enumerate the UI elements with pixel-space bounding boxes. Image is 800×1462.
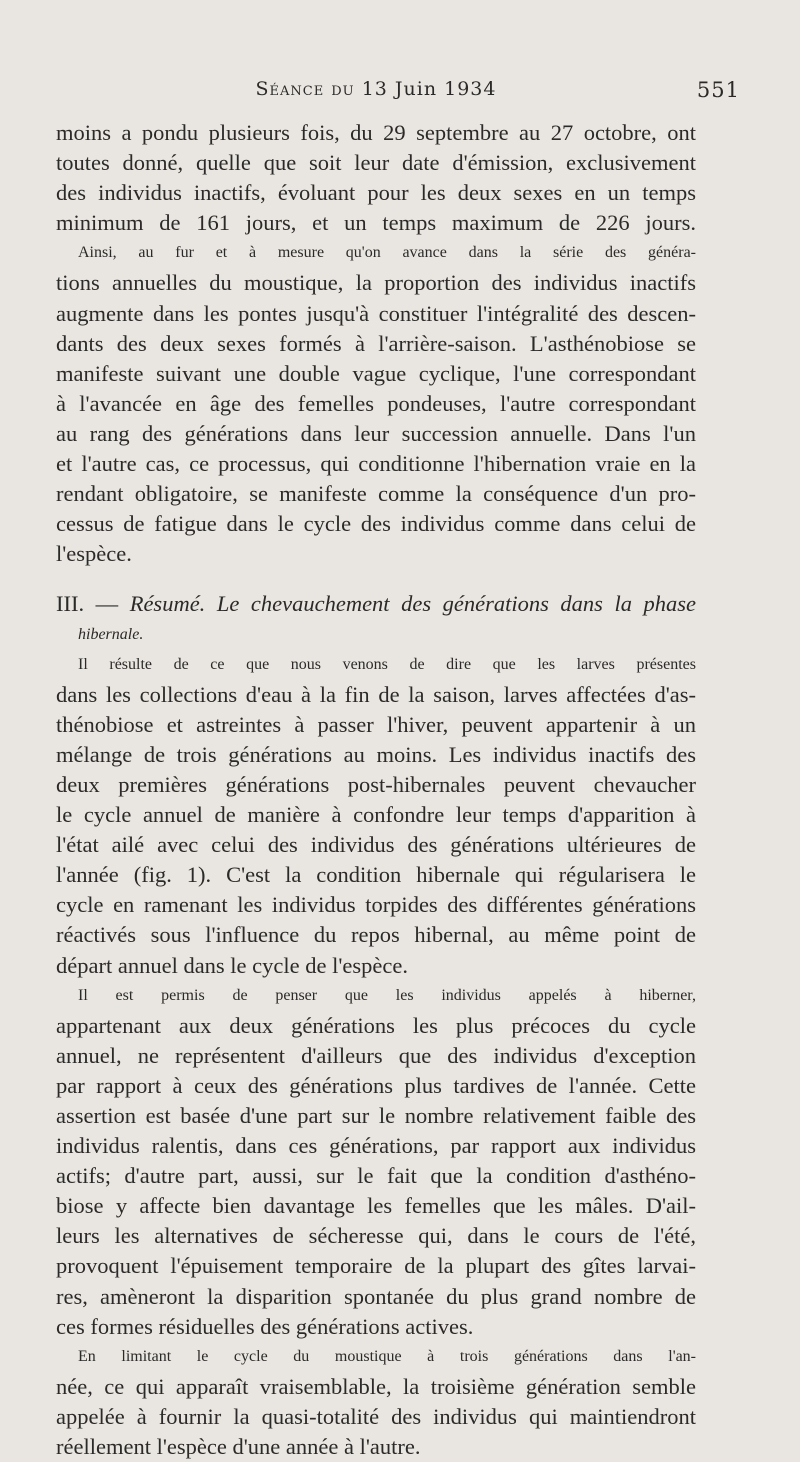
section-spacer <box>56 569 696 589</box>
page-number: 551 <box>696 78 740 102</box>
text-line: des individus inactifs, évoluant pour les deux sexes en un temps <box>56 180 696 206</box>
text-line: leurs les alternatives de sécheresse qui, dans le cours de l'été, <box>56 1223 696 1249</box>
section-heading-line <box>56 589 696 619</box>
paragraph <box>56 650 696 981</box>
text-line: deux premières générations post-hibernales peuvent chevaucher <box>56 771 696 797</box>
text-line: appelée à fournir la quasi-totalité des individus qui maintiendront <box>56 1403 696 1429</box>
text-line: Il résulte de ce que nous venons de dire que les larves présentes <box>78 655 696 673</box>
text-line: annuel, ne représentent d'ailleurs que des individus d'exception <box>56 1042 696 1068</box>
text-line: toutes donné, quelle que soit leur date d'émission, exclusivement <box>56 150 696 176</box>
text-line: réactivés sous l'influence du repos hibernal, au même point de <box>56 922 696 948</box>
text-line: provoquent l'épuisement temporaire de la plupart des gîtes larvai- <box>56 1253 696 1279</box>
paragraph <box>56 118 696 238</box>
running-title <box>56 78 696 100</box>
text-line: au rang des générations dans leur succession annuelle. Dans l'un <box>56 420 696 446</box>
text-line: Il est permis de penser que les individus appelés à hiberner, <box>78 986 696 1004</box>
section-heading-line <box>56 620 696 650</box>
text-line: actifs; d'autre part, aussi, sur le fait que la condition d'asthéno- <box>56 1163 696 1189</box>
text-line: cycle en ramenant les individus torpides des différentes générations <box>56 892 696 918</box>
text-line: réellement l'espèce d'une année à l'autre. <box>56 1434 421 1460</box>
section-number: III. — <box>56 591 130 617</box>
text-line: En limitant le cycle du moustique à trois générations dans l'an- <box>78 1347 696 1365</box>
paragraph <box>56 238 696 569</box>
text-line: dants des deux sexes formés à l'arrière-saison. L'asthénobiose se <box>56 330 696 356</box>
running-title-date: 13 Juin 1934 <box>361 78 497 100</box>
text-line: par rapport à ceux des générations plus tardives de l'année. Cette <box>56 1072 696 1098</box>
section-heading <box>56 589 696 649</box>
text-line: l'année (fig. 1). C'est la condition hibernale qui régularisera le <box>56 862 696 888</box>
text-line: cessus de fatigue dans le cycle des individus comme dans celui de <box>56 511 696 537</box>
text-line: minimum de 161 jours, et un temps maximum de 226 jours. <box>56 210 696 236</box>
text-line: augmente dans les pontes jusqu'à constituer l'intégralité des descen- <box>56 300 696 326</box>
text-line: Ainsi, au fur et à mesure qu'on avance dans la série des généra- <box>78 244 696 262</box>
text-line: thénobiose et astreintes à passer l'hiver, peuvent appartenir à un <box>56 711 696 737</box>
section-title-continued: hibernale. <box>78 625 144 643</box>
text-line: individus ralentis, dans ces générations, par rapport aux individus <box>56 1133 696 1159</box>
text-line: assertion est basée d'une part sur le nombre relativement faible des <box>56 1103 696 1128</box>
body-text <box>56 118 696 1462</box>
text-line: l'état ailé avec celui des individus des générations ultérieures de <box>56 832 696 858</box>
text-line: ces formes résiduelles des générations actives. <box>56 1313 474 1339</box>
paragraph <box>56 1342 696 1462</box>
text-line: l'espèce. <box>56 541 132 567</box>
running-title-prefix: Séance du <box>255 78 355 100</box>
section-title: Résumé. Le chevauchement des générations dans la phase <box>129 591 697 617</box>
text-line: le cycle annuel de manière à confondre leur temps d'apparition à <box>56 802 696 828</box>
text-line: à l'avancée en âge des femelles pondeuses, l'autre correspondant <box>56 390 696 416</box>
text-line: tions annuelles du moustique, la proportion des individus inactifs <box>56 270 696 296</box>
text-line: appartenant aux deux générations les plus précoces du cycle <box>56 1012 696 1038</box>
text-line: res, amèneront la disparition spontanée du plus grand nombre de <box>56 1283 696 1309</box>
text-line: et l'autre cas, ce processus, qui conditionne l'hibernation vraie en la <box>56 451 696 477</box>
text-line: rendant obligatoire, se manifeste comme la conséquence d'un pro- <box>56 481 696 507</box>
text-line: mélange de trois générations au moins. Les individus inactifs des <box>56 741 696 767</box>
text-line: née, ce qui apparaît vraisemblable, la troisième génération semble <box>56 1373 696 1399</box>
text-line: biose y affecte bien davantage les femelles que les mâles. D'ail- <box>56 1193 696 1219</box>
text-line: dans les collections d'eau à la fin de la saison, larves affectées d'as- <box>56 681 696 707</box>
paragraph <box>56 981 696 1342</box>
text-line: moins a pondu plusieurs fois, du 29 septembre au 27 octobre, ont <box>56 120 696 145</box>
text-line: manifeste suivant une double vague cyclique, l'une correspondant <box>56 360 696 386</box>
text-line: départ annuel dans le cycle de l'espèce. <box>56 952 409 978</box>
running-header <box>56 78 740 108</box>
